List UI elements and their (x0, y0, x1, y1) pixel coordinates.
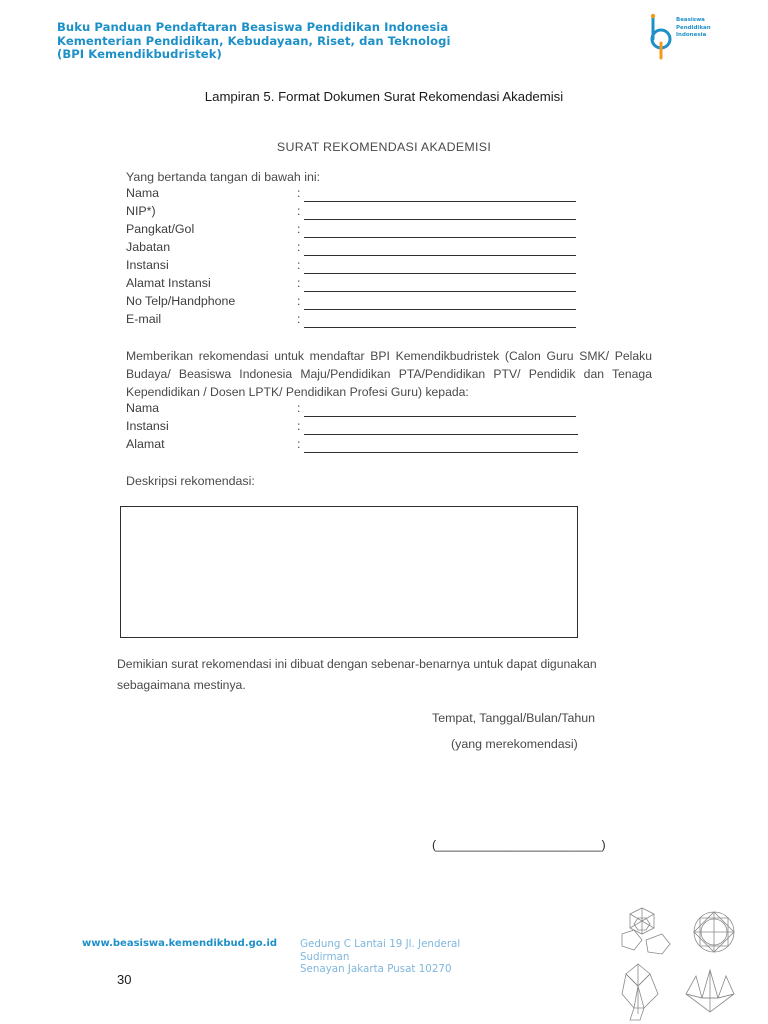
bpi-logo-icon (644, 13, 676, 61)
letter-title: SURAT REKOMENDASI AKADEMISI (276, 140, 492, 154)
field-colon: : (297, 186, 301, 200)
description-box[interactable] (120, 506, 578, 638)
logo-line-2: Pendidikan (676, 24, 711, 31)
field-label-telp: No Telp/Handphone (126, 294, 236, 308)
field-label-pangkat: Pangkat/Gol (126, 222, 195, 236)
logo-line-3: Indonesia (676, 32, 707, 38)
candidate-line-instansi[interactable] (304, 434, 578, 435)
footer-address-line-2: Sudirman (300, 950, 350, 963)
signature-line[interactable]: (________________________) (432, 838, 606, 852)
field-label-instansi: Instansi (126, 258, 169, 272)
field-colon: : (297, 222, 301, 236)
candidate-label-instansi: Instansi (126, 419, 169, 433)
field-colon: : (297, 204, 301, 218)
closing-paragraph: Demikian surat rekomendasi ini dibuat dengan sebenar-benarnya untuk dapat digunakan sebagaimana mestinya. (117, 657, 597, 692)
candidate-line-nama[interactable] (304, 416, 576, 417)
header-line-1: Buku Panduan Pendaftaran Beasiswa Pendidikan Indonesia (57, 20, 449, 34)
field-colon: : (297, 401, 301, 415)
field-line-telp[interactable] (304, 309, 576, 310)
field-line-instansi[interactable] (304, 273, 576, 274)
document-header (57, 21, 451, 62)
field-line-pangkat[interactable] (304, 237, 576, 238)
place-date: Tempat, Tanggal/Bulan/Tahun (432, 711, 596, 725)
field-line-nama[interactable] (304, 201, 576, 202)
field-label-email: E-mail (126, 312, 162, 326)
recommend-paragraph: Memberikan rekomendasi untuk mendaftar BPI Kemendikbudristek (Calon Guru SMK/ Pelaku Budaya/ Beasiswa Indonesia Maju/Pendidikan PTA/Pendidikan PTV/ Pendidik dan Tenaga Kependidikan / Dosen LPTK/ Pendidikan Profesi Guru) kepada: (126, 349, 652, 400)
letter-intro: Yang bertanda tangan di bawah ini: (126, 170, 321, 184)
field-line-nip[interactable] (304, 219, 576, 220)
header-line-2: Kementerian Pendidikan, Kebudayaan, Riset, dan Teknologi (57, 33, 451, 48)
field-colon: : (297, 240, 301, 254)
field-colon: : (297, 258, 301, 272)
field-label-jabatan: Jabatan (126, 240, 171, 254)
field-line-email[interactable] (304, 327, 576, 328)
lampiran-title: Lampiran 5. Format Dokumen Surat Rekomendasi Akademisi (204, 89, 564, 104)
bpi-logo-text (676, 17, 711, 40)
footer-address (300, 938, 460, 976)
decorative-ornament-icon (618, 904, 748, 1024)
bpi-logo (644, 13, 744, 61)
candidate-line-alamat[interactable] (304, 452, 578, 453)
page-number: 30 (117, 972, 132, 987)
candidate-label-nama: Nama (126, 401, 160, 415)
recommender-label: (yang merekomendasi) (451, 737, 578, 751)
field-line-jabatan[interactable] (304, 255, 576, 256)
footer-url[interactable]: www.beasiswa.kemendikbud.go.id (82, 938, 278, 949)
field-colon: : (297, 294, 301, 308)
field-label-alamat-instansi: Alamat Instansi (126, 276, 211, 290)
field-label-nip: NIP*) (126, 204, 156, 218)
field-colon: : (297, 312, 301, 326)
description-label: Deskripsi rekomendasi: (126, 474, 255, 488)
field-line-alamat-instansi[interactable] (304, 291, 576, 292)
field-label-nama: Nama (126, 186, 160, 200)
footer-address-line-1: Gedung C Lantai 19 Jl. Jenderal (300, 938, 461, 950)
field-colon: : (297, 419, 301, 433)
field-colon: : (297, 276, 301, 290)
header-line-3: (BPI Kemendikbudristek) (57, 47, 222, 61)
field-colon: : (297, 437, 301, 451)
logo-line-1: Beasiswa (676, 17, 705, 23)
candidate-label-alamat: Alamat (126, 437, 165, 451)
footer-address-line-3: Senayan Jakarta Pusat 10270 (300, 963, 452, 975)
